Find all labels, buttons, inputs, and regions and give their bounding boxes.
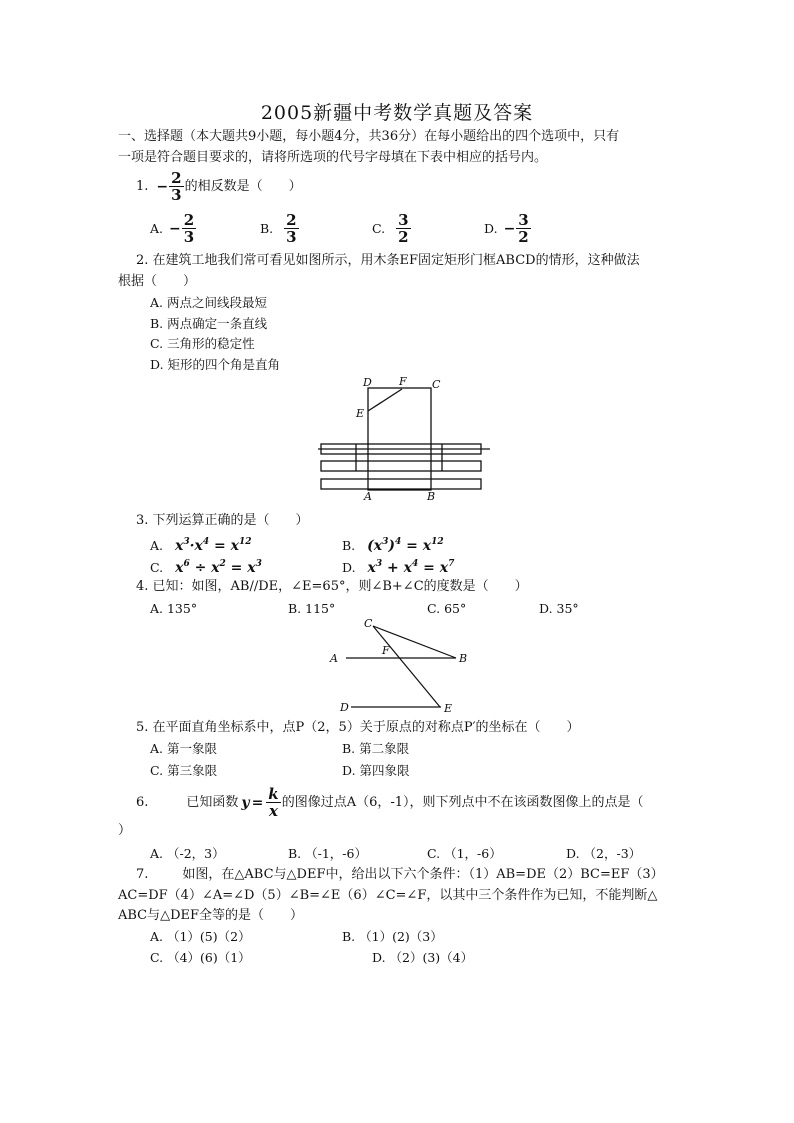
question-7-number: 7. xyxy=(136,867,149,882)
question-6-option-a: A. （-2，3） xyxy=(150,846,225,861)
question-1-option-d: D. − $\frac{3}{2}$ xyxy=(484,211,529,246)
segment-ce xyxy=(373,626,440,707)
label-e: E xyxy=(356,407,365,420)
question-7-option-d: D. （2）(3)（4） xyxy=(372,950,474,965)
parallel-lines-figure xyxy=(326,614,476,718)
wood-plank-bottom xyxy=(321,479,481,489)
question-7-stem-line-3: ABC与△DEF全等的是（ ） xyxy=(118,908,304,923)
question-5-option-d: D. 第四象限 xyxy=(342,763,410,778)
question-2-option-c: C. 三角形的稳定性 xyxy=(150,336,255,351)
question-3-stem: 3. 下列运算正确的是（ ） xyxy=(136,513,309,528)
question-6-stem-line-2: ） xyxy=(118,823,132,838)
question-7-option-c: C. （4）(6)（1） xyxy=(150,950,251,965)
label-a: A xyxy=(330,652,338,665)
brace-ef xyxy=(368,389,402,411)
section-intro-line-2: 一项是符合题目要求的，请将所选项的代号字母填在下表中相应的括号内。 xyxy=(118,150,548,165)
question-4-option-a: A. 135° xyxy=(150,601,198,616)
question-7-option-a: A. （1）(5)（2） xyxy=(150,929,251,944)
question-6-fraction: $\frac{k}{x}$ xyxy=(268,785,279,820)
question-5-option-c: C. 第三象限 xyxy=(150,763,218,778)
label-d: D xyxy=(340,701,349,714)
question-4-option-d: D. 35° xyxy=(539,601,579,616)
question-2-stem-line-2: 根据（ ） xyxy=(118,274,197,289)
question-6-stem: 6. 已知函数 y = $\frac{k}{x}$ 的图像过点A（6，-1），则下列点中不在该函数图像上的点是（ xyxy=(136,785,644,820)
question-7-stem-line-2: AC=DF（4）∠A=∠D（5）∠B=∠E（6）∠C=∠F，以其中三个条件作为已知，不能判断△ xyxy=(118,888,658,903)
question-1-fraction: $\frac{2}{3}$ xyxy=(171,169,182,204)
page-title: 2005新疆中考数学真题及答案 xyxy=(260,102,534,124)
question-2-option-a: A. 两点之间线段最短 xyxy=(150,295,267,310)
label-c: C xyxy=(364,617,373,630)
question-6-option-c: C. （1，-6） xyxy=(427,846,502,861)
question-1-option-c: C. $\frac{3}{2}$ xyxy=(372,211,409,246)
question-6-number: 6. xyxy=(136,794,149,810)
question-6-option-b: B. （-1，-6） xyxy=(288,846,367,861)
question-1-stem xyxy=(136,170,302,203)
question-2-option-d: D. 矩形的四个角是直角 xyxy=(150,357,281,372)
label-f: F xyxy=(382,644,390,657)
label-b: B xyxy=(459,652,468,665)
label-f: F xyxy=(399,376,407,388)
question-2-option-b: B. 两点确定一条直线 xyxy=(150,316,268,331)
question-1-minus: − xyxy=(156,178,169,195)
label-a: A xyxy=(364,490,372,502)
wood-plank-middle xyxy=(321,461,481,471)
door-frame-figure xyxy=(318,376,490,502)
question-6-pre: 已知函数 xyxy=(186,794,239,810)
label-d: D xyxy=(363,376,372,389)
question-4-option-c: C. 65° xyxy=(427,601,467,616)
question-5-option-a: A. 第一象限 xyxy=(150,741,217,756)
question-1-number: 1. xyxy=(136,178,149,194)
question-3-option-a: A. $x^3\cdot x^4 = x^{12}$ xyxy=(150,537,252,554)
question-5-stem: 5. 在平面直角坐标系中，点P（2，5）关于原点的对称点P′的坐标在（ ） xyxy=(136,720,580,735)
question-7-option-b: B. （1）(2)（3） xyxy=(342,929,443,944)
question-3-option-b: B. $(x^3)^4 = x^{12}$ xyxy=(342,537,444,554)
door-frame-rect xyxy=(368,388,431,490)
question-4-stem: 4. 已知：如图，AB//DE，∠E=65°，则∠B+∠C的度数是（ ） xyxy=(136,579,528,594)
question-1-text: 的相反数是（ ） xyxy=(184,178,302,194)
question-4-option-b: B. 115° xyxy=(288,601,336,616)
question-1-option-a: A. − $\frac{2}{3}$ xyxy=(150,211,195,246)
label-c: C xyxy=(432,378,441,391)
question-3-option-d: D. $x^3 + x^4 = x^7$ xyxy=(342,559,455,576)
question-5-option-b: B. 第二象限 xyxy=(342,741,410,756)
question-6-post: 的图像过点A（6，-1），则下列点中不在该函数图像上的点是（ xyxy=(281,794,644,810)
section-intro-line-1: 一、选择题（本大题共9小题，每小题4分，共36分）在每小题给出的四个选项中，只有 xyxy=(118,129,620,144)
question-1-option-b: B. $\frac{2}{3}$ xyxy=(260,211,297,246)
question-7-stem-line-1: 7. 如图，在△ABC与△DEF中，给出以下六个条件：（1）AB=DE（2）BC=EF（3） xyxy=(136,867,664,882)
question-2-stem-line-1: 2. 在建筑工地我们常可看见如图所示，用木条EF固定矩形门框ABCD的情形，这种做法 xyxy=(136,253,640,268)
question-6-option-d: D. （2，-3） xyxy=(566,846,642,861)
question-3-option-c: C. $x^6 \div x^2 = x^3$ xyxy=(150,559,262,576)
label-b: B xyxy=(427,490,436,502)
label-e: E xyxy=(444,702,453,715)
